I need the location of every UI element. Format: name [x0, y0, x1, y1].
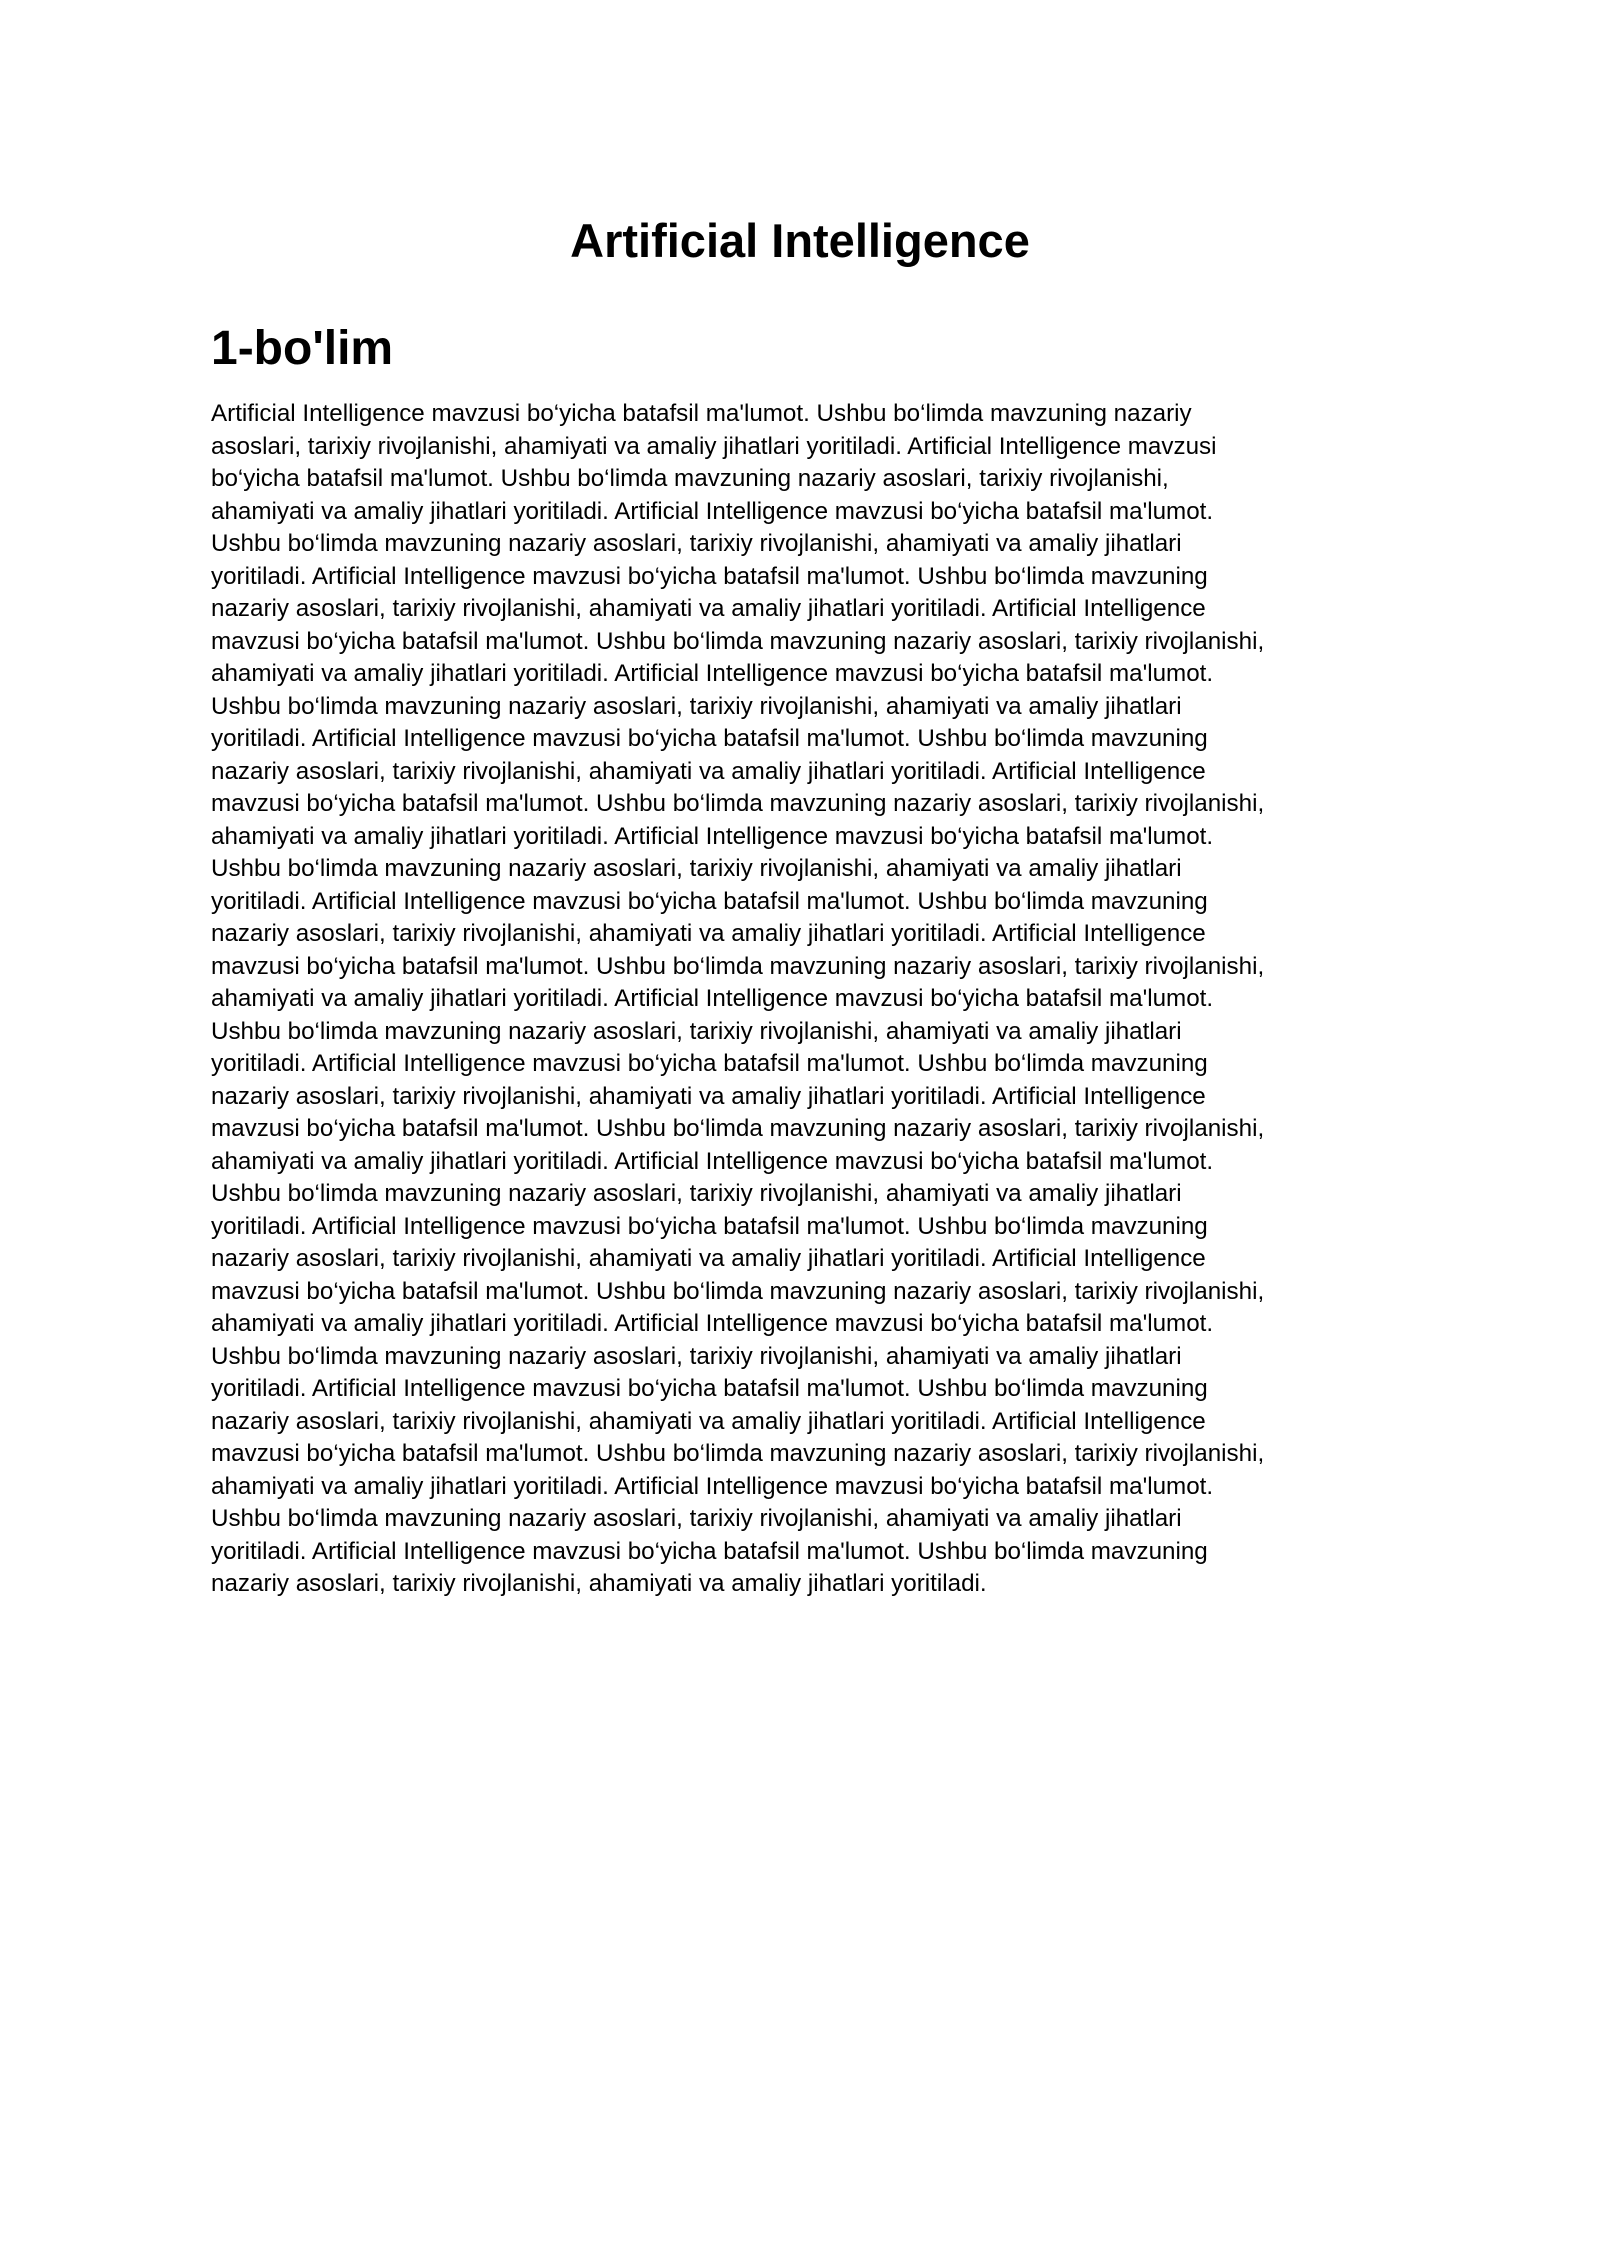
paragraph-line: Artificial Intelligence mavzusi bo‘yicha batafsil ma'lumot. Ushbu bo‘limda mavzuning nazariy [211, 400, 1192, 427]
paragraph-line: nazariy asoslari, tarixiy rivojlanishi, ahamiyati va amaliy jihatlari yoritiladi. Artificial Intelligence [211, 595, 1206, 622]
paragraph-line: mavzusi bo‘yicha batafsil ma'lumot. Ushbu bo‘limda mavzuning nazariy asoslari, tarixiy rivojlanishi, [211, 1277, 1265, 1305]
paragraph-line: ahamiyati va amaliy jihatlari yoritiladi. Artificial Intelligence mavzusi bo‘yicha batafsil ma'lumot. [211, 1147, 1214, 1175]
paragraph-line: ahamiyati va amaliy jihatlari yoritiladi. Artificial Intelligence mavzusi bo‘yicha batafsil ma'lumot. [211, 1472, 1214, 1500]
paragraph-line: nazariy asoslari, tarixiy rivojlanishi, ahamiyati va amaliy jihatlari yoritiladi. Artificial Intelligence [211, 1407, 1206, 1435]
paragraph-line: nazariy asoslari, tarixiy rivojlanishi, ahamiyati va amaliy jihatlari yoritiladi. Artificial Intelligence [211, 920, 1206, 947]
paragraph-line: nazariy asoslari, tarixiy rivojlanishi, ahamiyati va amaliy jihatlari yoritiladi. Artificial Intelligence [211, 1082, 1206, 1110]
paragraph-line: yoritiladi. Artificial Intelligence mavzusi bo‘yicha batafsil ma'lumot. Ushbu bo‘limda mavzuning [211, 1537, 1208, 1565]
paragraph-line: Ushbu bo‘limda mavzuning nazariy asoslari, tarixiy rivojlanishi, ahamiyati va amaliy jihatlari [211, 1505, 1182, 1532]
paragraph-line: mavzusi bo‘yicha batafsil ma'lumot. Ushbu bo‘limda mavzuning nazariy asoslari, tarixiy rivojlanishi, [211, 627, 1265, 655]
paragraph-line: ahamiyati va amaliy jihatlari yoritiladi. Artificial Intelligence mavzusi bo‘yicha batafsil ma'lumot. [211, 822, 1214, 850]
paragraph-line: ahamiyati va amaliy jihatlari yoritiladi. Artificial Intelligence mavzusi bo‘yicha batafsil ma'lumot. [211, 660, 1214, 687]
paragraph-line: yoritiladi. Artificial Intelligence mavzusi bo‘yicha batafsil ma'lumot. Ushbu bo‘limda mavzuning [211, 1212, 1208, 1240]
paragraph-line: Ushbu bo‘limda mavzuning nazariy asoslari, tarixiy rivojlanishi, ahamiyati va amaliy jihatlari [211, 1017, 1182, 1045]
paragraph-line: yoritiladi. Artificial Intelligence mavzusi bo‘yicha batafsil ma'lumot. Ushbu bo‘limda mavzuning [211, 887, 1208, 915]
paragraph-line: ahamiyati va amaliy jihatlari yoritiladi. Artificial Intelligence mavzusi bo‘yicha batafsil ma'lumot. [211, 497, 1214, 525]
paragraph-line: Ushbu bo‘limda mavzuning nazariy asoslari, tarixiy rivojlanishi, ahamiyati va amaliy jihatlari [211, 692, 1182, 720]
paragraph-line: Ushbu bo‘limda mavzuning nazariy asoslari, tarixiy rivojlanishi, ahamiyati va amaliy jihatlari [211, 1342, 1182, 1370]
paragraph-line: Ushbu bo‘limda mavzuning nazariy asoslari, tarixiy rivojlanishi, ahamiyati va amaliy jihatlari [211, 855, 1182, 882]
paragraph-line: yoritiladi. Artificial Intelligence mavzusi bo‘yicha batafsil ma'lumot. Ushbu bo‘limda mavzuning [211, 1050, 1208, 1077]
paragraph-line: mavzusi bo‘yicha batafsil ma'lumot. Ushbu bo‘limda mavzuning nazariy asoslari, tarixiy rivojlanishi, [211, 1440, 1265, 1467]
paragraph-line: yoritiladi. Artificial Intelligence mavzusi bo‘yicha batafsil ma'lumot. Ushbu bo‘limda mavzuning [211, 1375, 1208, 1402]
paragraph-line: mavzusi bo‘yicha batafsil ma'lumot. Ushbu bo‘limda mavzuning nazariy asoslari, tarixiy rivojlanishi, [211, 952, 1265, 980]
paragraph-line: ahamiyati va amaliy jihatlari yoritiladi. Artificial Intelligence mavzusi bo‘yicha batafsil ma'lumot. [211, 985, 1214, 1012]
paragraph-line: nazariy asoslari, tarixiy rivojlanishi, ahamiyati va amaliy jihatlari yoritiladi. Artificial Intelligence [211, 1245, 1206, 1272]
paragraph-line: yoritiladi. Artificial Intelligence mavzusi bo‘yicha batafsil ma'lumot. Ushbu bo‘limda mavzuning [211, 562, 1208, 590]
section-heading: 1-bo'lim [211, 322, 394, 375]
paragraph-line: mavzusi bo‘yicha batafsil ma'lumot. Ushbu bo‘limda mavzuning nazariy asoslari, tarixiy rivojlanishi, [211, 1115, 1265, 1142]
section-paragraph [211, 398, 1394, 1601]
paragraph-line: asoslari, tarixiy rivojlanishi, ahamiyati va amaliy jihatlari yoritiladi. Artificial Intelligence mavzusi [211, 432, 1217, 460]
paragraph-line: bo‘yicha batafsil ma'lumot. Ushbu bo‘limda mavzuning nazariy asoslari, tarixiy rivojlanishi, [211, 465, 1169, 492]
paragraph-line: ahamiyati va amaliy jihatlari yoritiladi. Artificial Intelligence mavzusi bo‘yicha batafsil ma'lumot. [211, 1310, 1214, 1337]
paragraph-line: Ushbu bo‘limda mavzuning nazariy asoslari, tarixiy rivojlanishi, ahamiyati va amaliy jihatlari [211, 530, 1182, 557]
paragraph-line: Ushbu bo‘limda mavzuning nazariy asoslari, tarixiy rivojlanishi, ahamiyati va amaliy jihatlari [211, 1180, 1182, 1207]
paragraph-line: mavzusi bo‘yicha batafsil ma'lumot. Ushbu bo‘limda mavzuning nazariy asoslari, tarixiy rivojlanishi, [211, 790, 1265, 817]
paragraph-line: nazariy asoslari, tarixiy rivojlanishi, ahamiyati va amaliy jihatlari yoritiladi. [211, 1570, 987, 1597]
document-title: Artificial Intelligence [570, 214, 1030, 267]
paragraph-line: yoritiladi. Artificial Intelligence mavzusi bo‘yicha batafsil ma'lumot. Ushbu bo‘limda mavzuning [211, 725, 1208, 752]
paragraph-line: nazariy asoslari, tarixiy rivojlanishi, ahamiyati va amaliy jihatlari yoritiladi. Artificial Intelligence [211, 757, 1206, 785]
